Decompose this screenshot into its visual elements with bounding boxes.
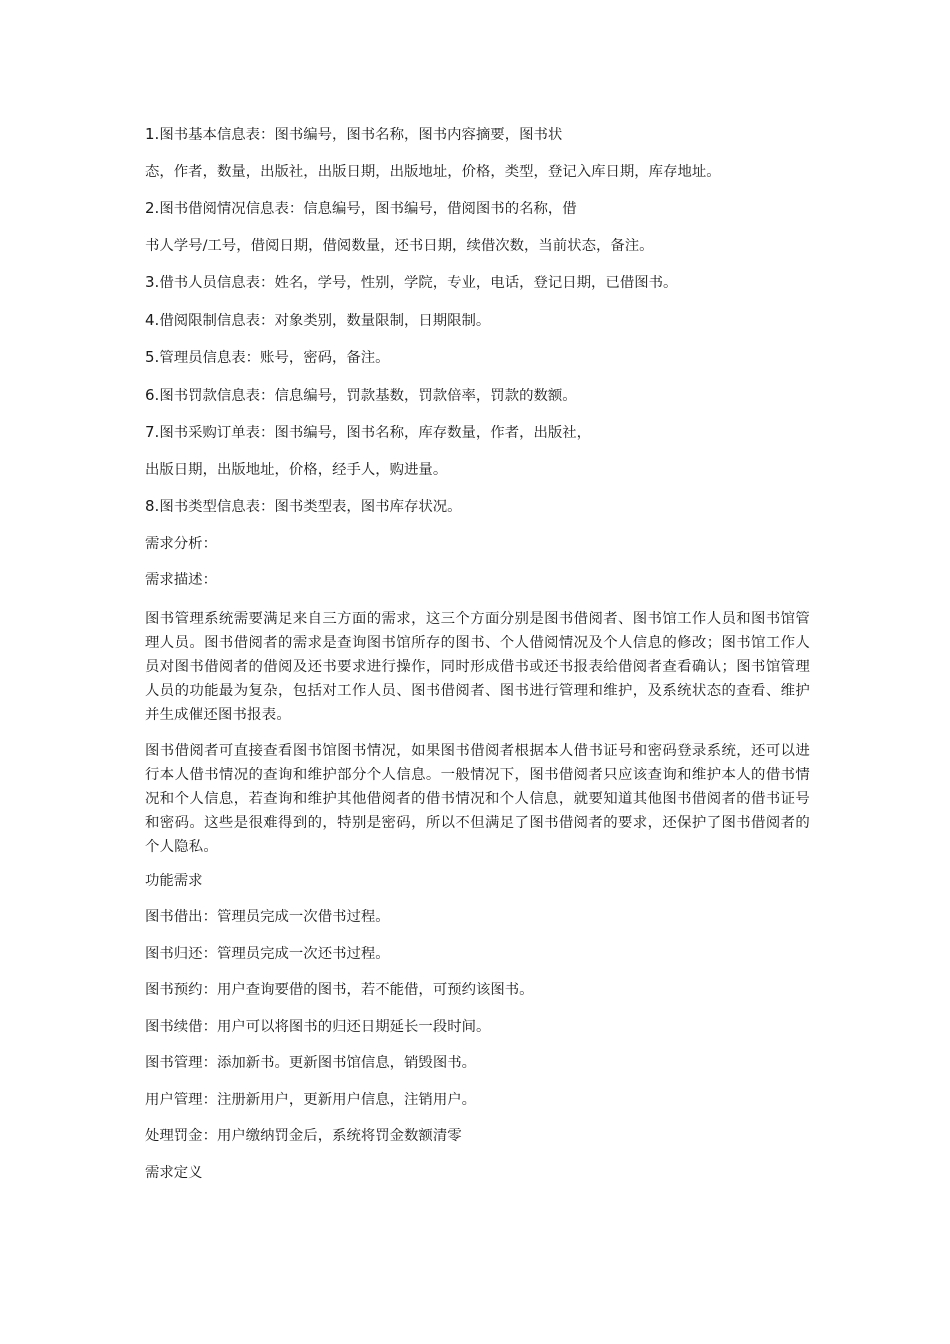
description-paragraph-2: 图书借阅者可直接查看图书馆图书情况，如果图书借阅者根据本人借书证号和密码登录系统，还可以进行本人借书情况的查询和维护部分个人信息。一般情况下，图书借阅者只应该查询和维护本人的借书情况和个人信息，若查询和维护其他借阅者的借书情况和个人信息，就要知道其他图书借阅者的借书证号和密码。这些是很难得到的，特别是密码，所以不但满足了图书借阅者的要求，还保护了图书借阅者的个人隐私。 xyxy=(145,742,810,855)
table-item-4 xyxy=(145,310,810,331)
item-number: 8. xyxy=(145,497,160,515)
item-number: 2. xyxy=(145,199,160,217)
requirements-definition-heading: 需求定义 xyxy=(145,1164,203,1181)
table-item-8 xyxy=(145,496,810,517)
table-item-2 xyxy=(145,198,810,219)
function-item: 图书预约：用户查询要借的图书，若不能借，可预约该图书。 xyxy=(145,982,534,998)
function-item: 图书借出：管理员完成一次借书过程。 xyxy=(145,909,390,925)
function-item: 用户管理：注册新用户，更新用户信息，注销用户。 xyxy=(145,1091,476,1108)
item-text: 图书罚款信息表：信息编号，罚款基数，罚款倍率，罚款的数额。 xyxy=(159,387,577,404)
document-page xyxy=(145,124,810,1199)
requirements-description-heading: 需求描述： xyxy=(145,572,217,588)
table-item-6 xyxy=(145,385,810,406)
function-item: 图书续借：用户可以将图书的归还日期延长一段时间。 xyxy=(145,1018,491,1035)
item-text: 管理员信息表：账号，密码，备注。 xyxy=(159,350,390,366)
table-item-7-continued: 出版日期，出版地址，价格，经手人，购进量。 xyxy=(145,461,448,478)
function-item: 图书归还：管理员完成一次还书过程。 xyxy=(145,945,390,962)
description-paragraph-1: 图书管理系统需要满足来自三方面的需求，这三个方面分别是图书借阅者、图书馆工作人员和图书馆管理人员。图书借阅者的需求是查询图书馆所存的图书、个人借阅情况及个人信息的修改；图书馆工作人员对图书借阅者的借阅及还书要求进行操作，同时形成借书或还书报表给借阅者查看确认；图书馆管理人员的功能最为复杂，包括对工作人员、图书借阅者、图书进行管理和维护，及系统状态的查看、维护并生成催还图书报表。 xyxy=(145,610,810,723)
item-text: 借书人员信息表：姓名，学号，性别，学院，专业，电话，登记日期，已借图书。 xyxy=(159,275,678,291)
item-text: 图书采购订单表：图书编号，图书名称，库存数量，作者，出版社， xyxy=(159,425,592,441)
item-number: 5. xyxy=(145,348,160,366)
item-number: 6. xyxy=(145,385,160,404)
item-text: 图书类型信息表：图书类型表，图书库存状况。 xyxy=(159,499,462,515)
table-item-3 xyxy=(145,272,810,293)
item-text: 图书借阅情况信息表：信息编号，图书编号，借阅图书的名称，借 xyxy=(159,201,577,217)
table-item-5 xyxy=(145,347,810,368)
item-number: 4. xyxy=(145,310,160,329)
item-text: 图书基本信息表：图书编号，图书名称，图书内容摘要，图书状 xyxy=(159,127,563,143)
table-item-2-continued: 书人学号/工号，借阅日期，借阅数量，还书日期，续借次数，当前状态，备注。 xyxy=(145,237,654,254)
function-item: 处理罚金：用户缴纳罚金后，系统将罚金数额清零 xyxy=(145,1128,462,1144)
table-item-7 xyxy=(145,422,810,443)
item-number: 1. xyxy=(145,125,160,143)
table-item-1-continued: 态，作者，数量，出版社，出版日期，出版地址，价格，类型，登记入库日期，库存地址。 xyxy=(145,163,721,180)
function-item: 图书管理：添加新书。更新图书馆信息，销毁图书。 xyxy=(145,1055,476,1071)
item-number: 3. xyxy=(145,273,160,291)
requirements-analysis-heading: 需求分析： xyxy=(145,535,217,552)
table-item-1 xyxy=(145,124,810,145)
functional-requirements-heading: 功能需求 xyxy=(145,872,203,889)
item-text: 借阅限制信息表：对象类别，数量限制，日期限制。 xyxy=(159,312,491,329)
item-number: 7. xyxy=(145,423,160,441)
